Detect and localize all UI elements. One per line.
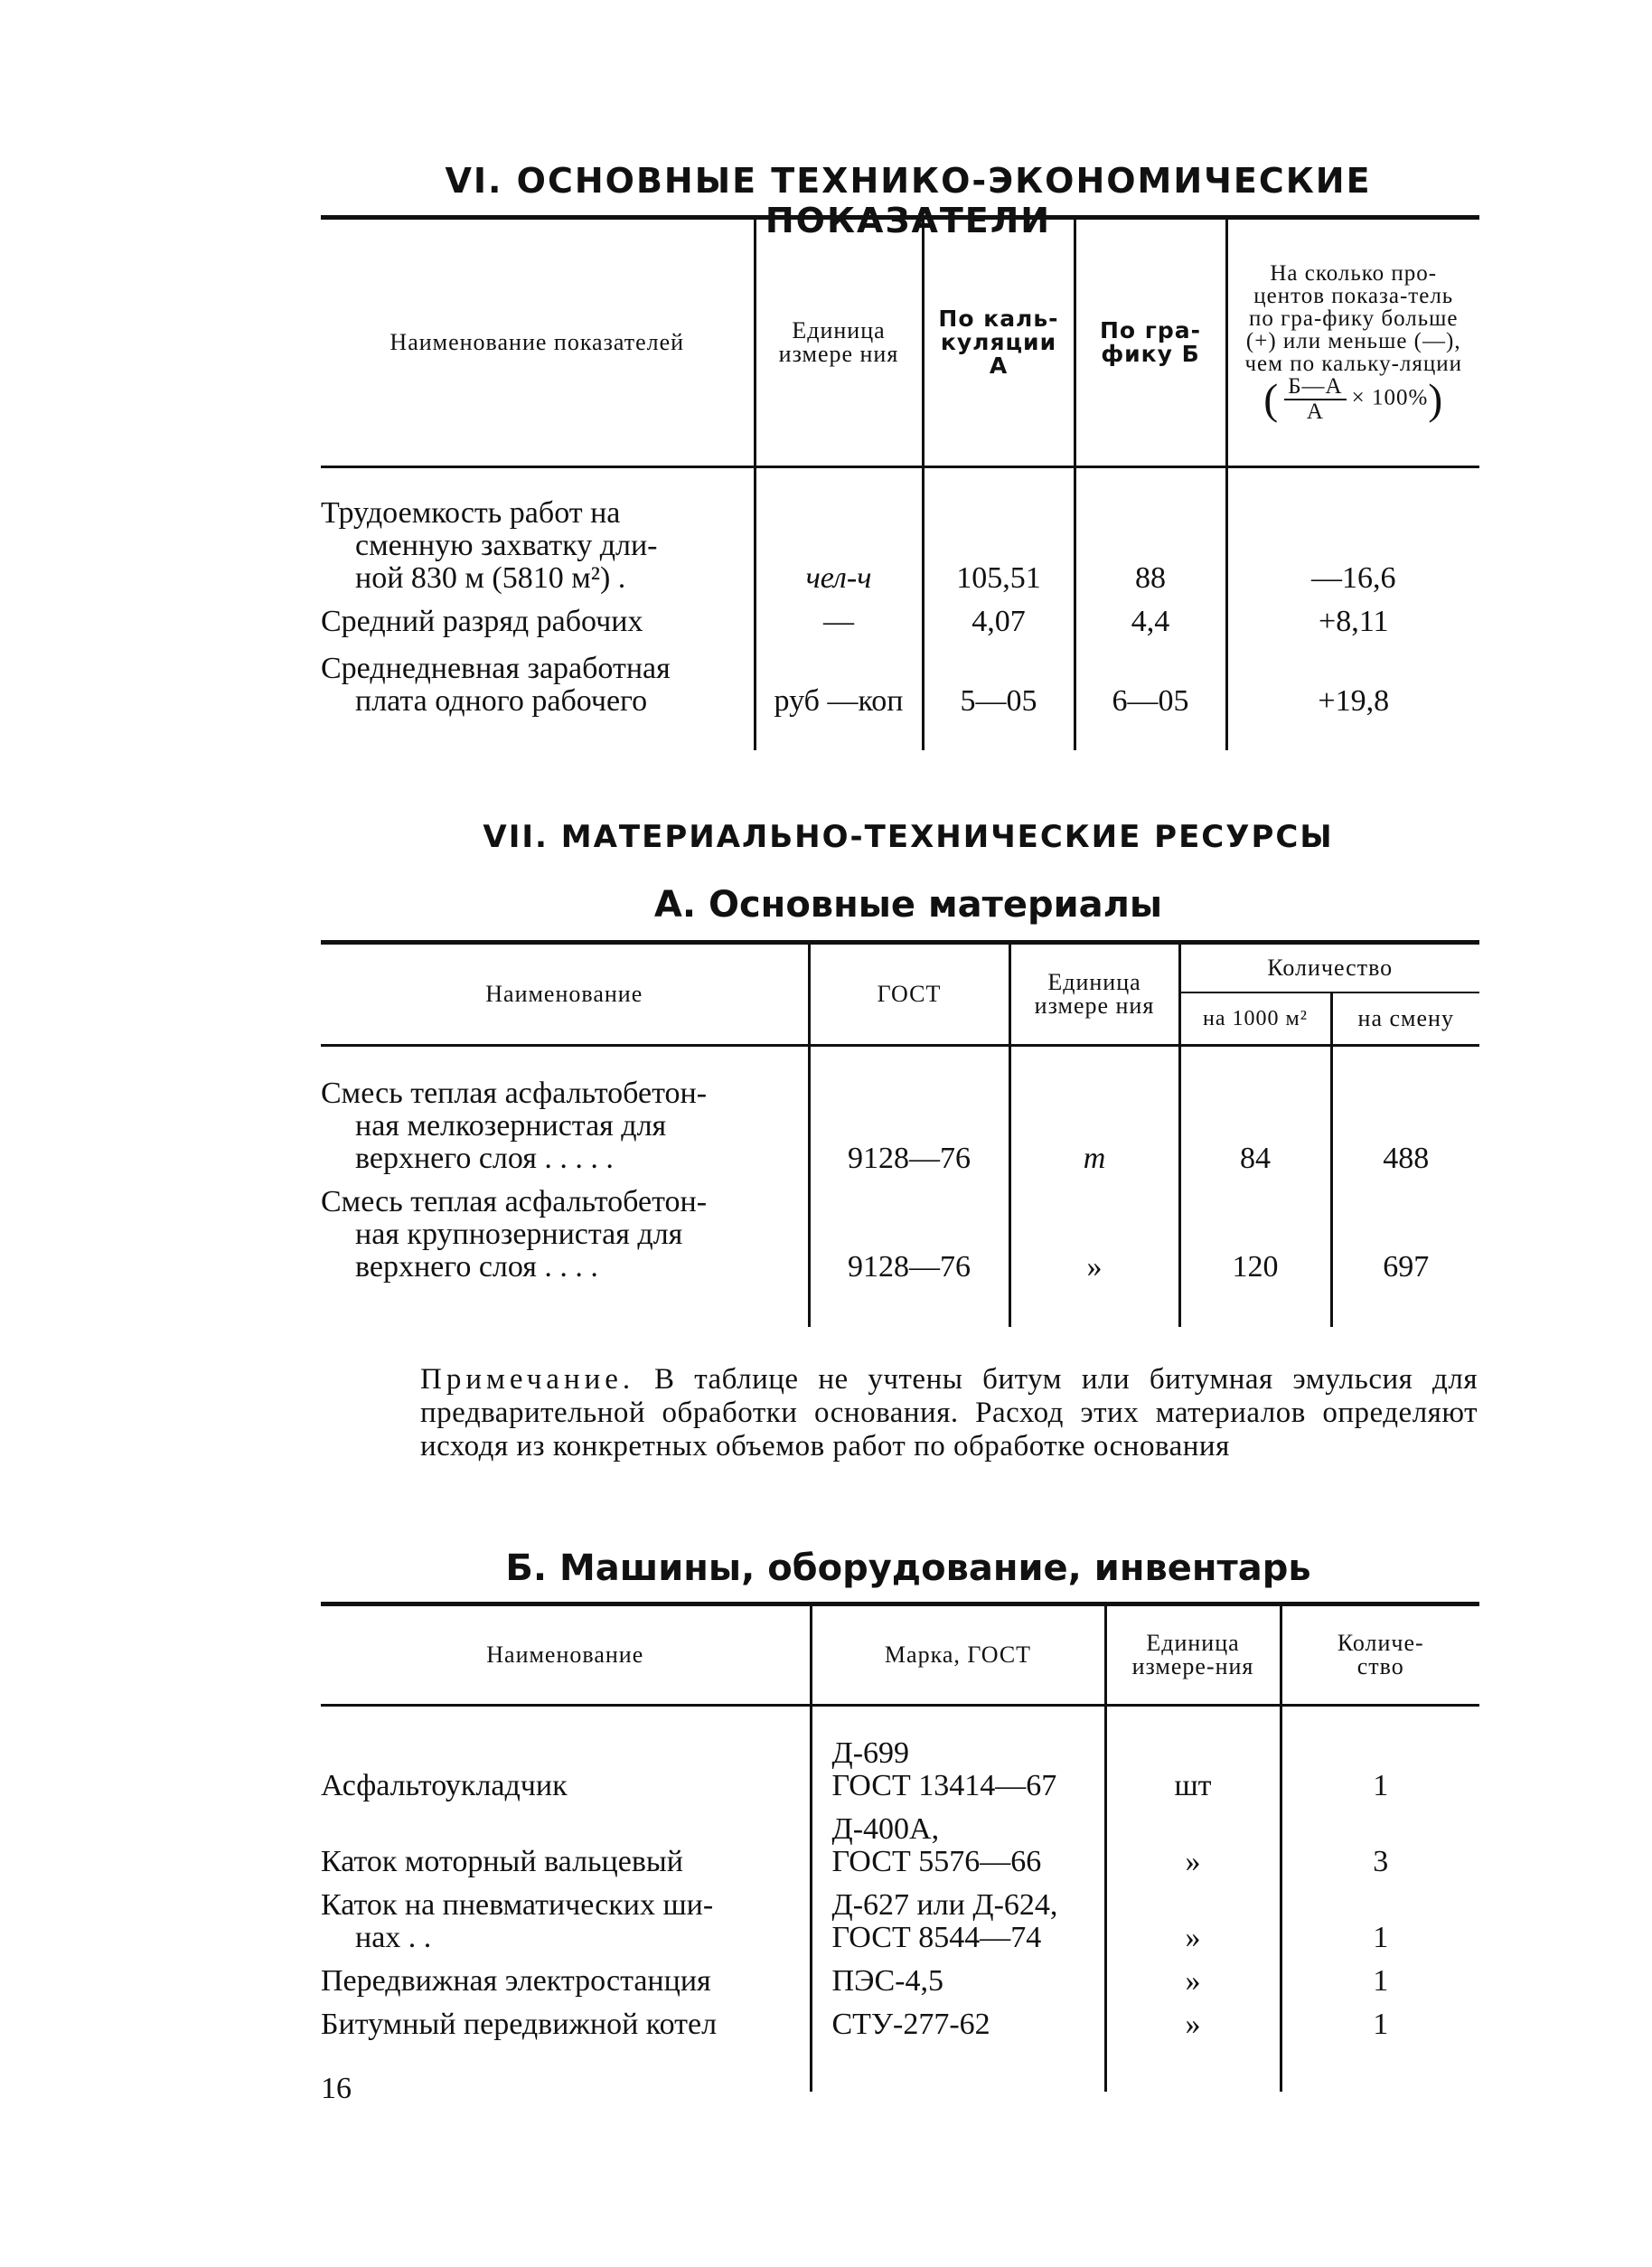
machine-qty: 1	[1281, 1706, 1479, 1803]
row-name-line: сменную захватку дли-	[355, 529, 658, 562]
machines-row	[321, 1802, 1479, 1878]
subsection-a-title: А. Основные материалы	[653, 884, 1163, 926]
indicators-row	[321, 638, 1479, 750]
machine-mark: СТУ-277-62	[811, 1998, 1105, 2092]
header-mark: Марка, ГОСТ	[811, 1604, 1105, 1706]
header-indicator-name: Наименование показателей	[390, 329, 685, 355]
machine-qty: 3	[1281, 1802, 1479, 1878]
row-unit: чел-ч	[755, 467, 923, 596]
table-note	[420, 1363, 1478, 1463]
page-number: 16	[321, 2072, 352, 2105]
material-gost: 9128—76	[809, 1175, 1009, 1327]
machine-name: Каток моторный вальцевый	[321, 1845, 683, 1878]
row-name	[321, 638, 755, 750]
machine-mark	[811, 1878, 1105, 1954]
row-calc: 4,07	[923, 595, 1075, 638]
material-name-line: ная мелкозернистая для	[355, 1109, 667, 1143]
machine-mark-line: ГОСТ 13414—67	[831, 1769, 1057, 1802]
material-name	[321, 1046, 809, 1176]
material-gost: 9128—76	[809, 1046, 1009, 1176]
section-7-title: VII. МАТЕРИАЛЬНО-ТЕХНИЧЕСКИЕ РЕСУРСЫ	[483, 819, 1334, 855]
formula-numerator: Б—А	[1284, 375, 1346, 400]
machine-mark-line: ГОСТ 8544—74	[831, 1921, 1042, 1954]
row-diff: +8,11	[1226, 595, 1479, 638]
row-name	[321, 467, 755, 596]
materials-header-row	[321, 943, 1479, 993]
machine-mark: ПЭС-4,5	[811, 1954, 1105, 1998]
material-name	[321, 1175, 809, 1327]
machine-unit: »	[1105, 1954, 1281, 1998]
row-graph: 6—05	[1075, 638, 1226, 750]
materials-row	[321, 1175, 1479, 1327]
machines-header-row	[321, 1604, 1479, 1706]
formula-tail: × 100%	[1351, 385, 1429, 410]
formula-fraction	[1284, 375, 1346, 424]
header-unit: Единица измере ния	[1009, 943, 1179, 1046]
subsection-b-title: Б. Машины, оборудование, инвентарь	[505, 1547, 1311, 1589]
machine-unit: »	[1105, 1878, 1281, 1954]
paren-left: (	[1263, 375, 1280, 423]
header-material-name: Наименование	[321, 943, 809, 1046]
header-quantity: Количество	[1179, 943, 1479, 993]
material-name-line: верхнего слоя . . . . .	[355, 1142, 614, 1175]
material-per-shift: 488	[1331, 1046, 1479, 1176]
material-unit: т	[1009, 1046, 1179, 1176]
machines-table	[321, 1602, 1479, 2092]
material-name-line: Смесь теплая асфальтобетон-	[321, 1185, 708, 1218]
header-per-shift: на смену	[1331, 992, 1479, 1046]
row-name-line: ной 830 м (5810 м²) .	[355, 561, 626, 595]
machine-mark-line: Д-627 или Д-624,	[831, 1888, 1058, 1922]
machine-name: Битумный передвижной котел	[321, 2008, 718, 2041]
header-diff	[1226, 218, 1479, 467]
header-per-1000: на 1000 м²	[1179, 992, 1331, 1046]
header-quantity: Количе-ство	[1281, 1604, 1479, 1706]
machines-row	[321, 1878, 1479, 1954]
machine-qty: 1	[1281, 1954, 1479, 1998]
machine-mark	[811, 1706, 1105, 1803]
material-per-1000: 120	[1179, 1175, 1331, 1327]
indicators-table	[321, 215, 1479, 750]
header-machine-name: Наименование	[486, 1641, 644, 1668]
material-name-line: Смесь теплая асфальтобетон-	[321, 1077, 708, 1110]
machine-name: Асфальтоукладчик	[321, 1769, 568, 1802]
row-name-line: Трудоемкость работ на	[321, 496, 621, 530]
header-calc: По каль-куляции А	[923, 218, 1075, 467]
row-name-line: Среднедневная заработная	[321, 652, 671, 685]
section-6-title: VI. ОСНОВНЫЕ ТЕХНИКО-ЭКОНОМИЧЕСКИЕ ПОКАЗАТЕЛИ	[445, 161, 1372, 240]
header-unit: Единица измере-ния	[1105, 1604, 1281, 1706]
machines-row	[321, 1998, 1479, 2092]
formula-denominator: А	[1306, 399, 1324, 424]
materials-row	[321, 1046, 1479, 1176]
machine-qty: 1	[1281, 1998, 1479, 2092]
machines-row	[321, 1706, 1479, 1803]
row-graph: 88	[1075, 467, 1226, 596]
machine-unit: »	[1105, 1802, 1281, 1878]
indicators-row	[321, 467, 1479, 596]
machine-mark-line: ГОСТ 5576—66	[831, 1845, 1042, 1878]
row-name: Средний разряд рабочих	[321, 605, 643, 638]
row-diff: +19,8	[1226, 638, 1479, 750]
row-calc: 105,51	[923, 467, 1075, 596]
machines-row	[321, 1954, 1479, 1998]
material-per-shift: 697	[1331, 1175, 1479, 1327]
row-diff: —16,6	[1226, 467, 1479, 596]
material-name-line: ная крупнозернистая для	[355, 1218, 683, 1251]
indicators-row	[321, 595, 1479, 638]
row-name-line: плата одного рабочего	[355, 684, 648, 718]
header-gost: ГОСТ	[809, 943, 1009, 1046]
note-label: Примечание.	[420, 1363, 635, 1396]
machine-unit: шт	[1105, 1706, 1281, 1803]
row-unit: руб —коп	[755, 638, 923, 750]
paren-right: )	[1428, 375, 1444, 423]
machine-mark-line: Д-400А,	[831, 1812, 940, 1846]
machine-mark-line: Д-699	[831, 1736, 910, 1770]
materials-table	[321, 940, 1479, 1327]
indicators-header-row	[321, 218, 1479, 467]
material-per-1000: 84	[1179, 1046, 1331, 1176]
machine-name: Передвижная электростанция	[321, 1964, 711, 1998]
machine-name	[321, 1878, 811, 1954]
machine-name-line: Каток на пневматических ши-	[321, 1888, 714, 1922]
header-unit: Единица измере ния	[755, 218, 923, 467]
row-unit: —	[755, 595, 923, 638]
note-text: В таблице не учтены битум или битумная эмульсия для предварительной обработки основания. Расход этих материалов определяют исходя из конкретных объемов работ по обработке основания	[420, 1363, 1478, 1463]
header-diff-text: На сколько про-центов показа-тель по гра-фику больше (+) или меньше (—), чем по кальку-ляции	[1244, 260, 1463, 376]
material-unit: »	[1009, 1175, 1179, 1327]
row-graph: 4,4	[1075, 595, 1226, 638]
machine-name-line: нах . .	[355, 1921, 432, 1954]
row-calc: 5—05	[923, 638, 1075, 750]
machine-mark	[811, 1802, 1105, 1878]
material-name-line: верхнего слоя . . . .	[355, 1250, 598, 1284]
machine-unit: »	[1105, 1998, 1281, 2092]
header-graph: По гра-фику Б	[1075, 218, 1226, 467]
machine-qty: 1	[1281, 1878, 1479, 1954]
